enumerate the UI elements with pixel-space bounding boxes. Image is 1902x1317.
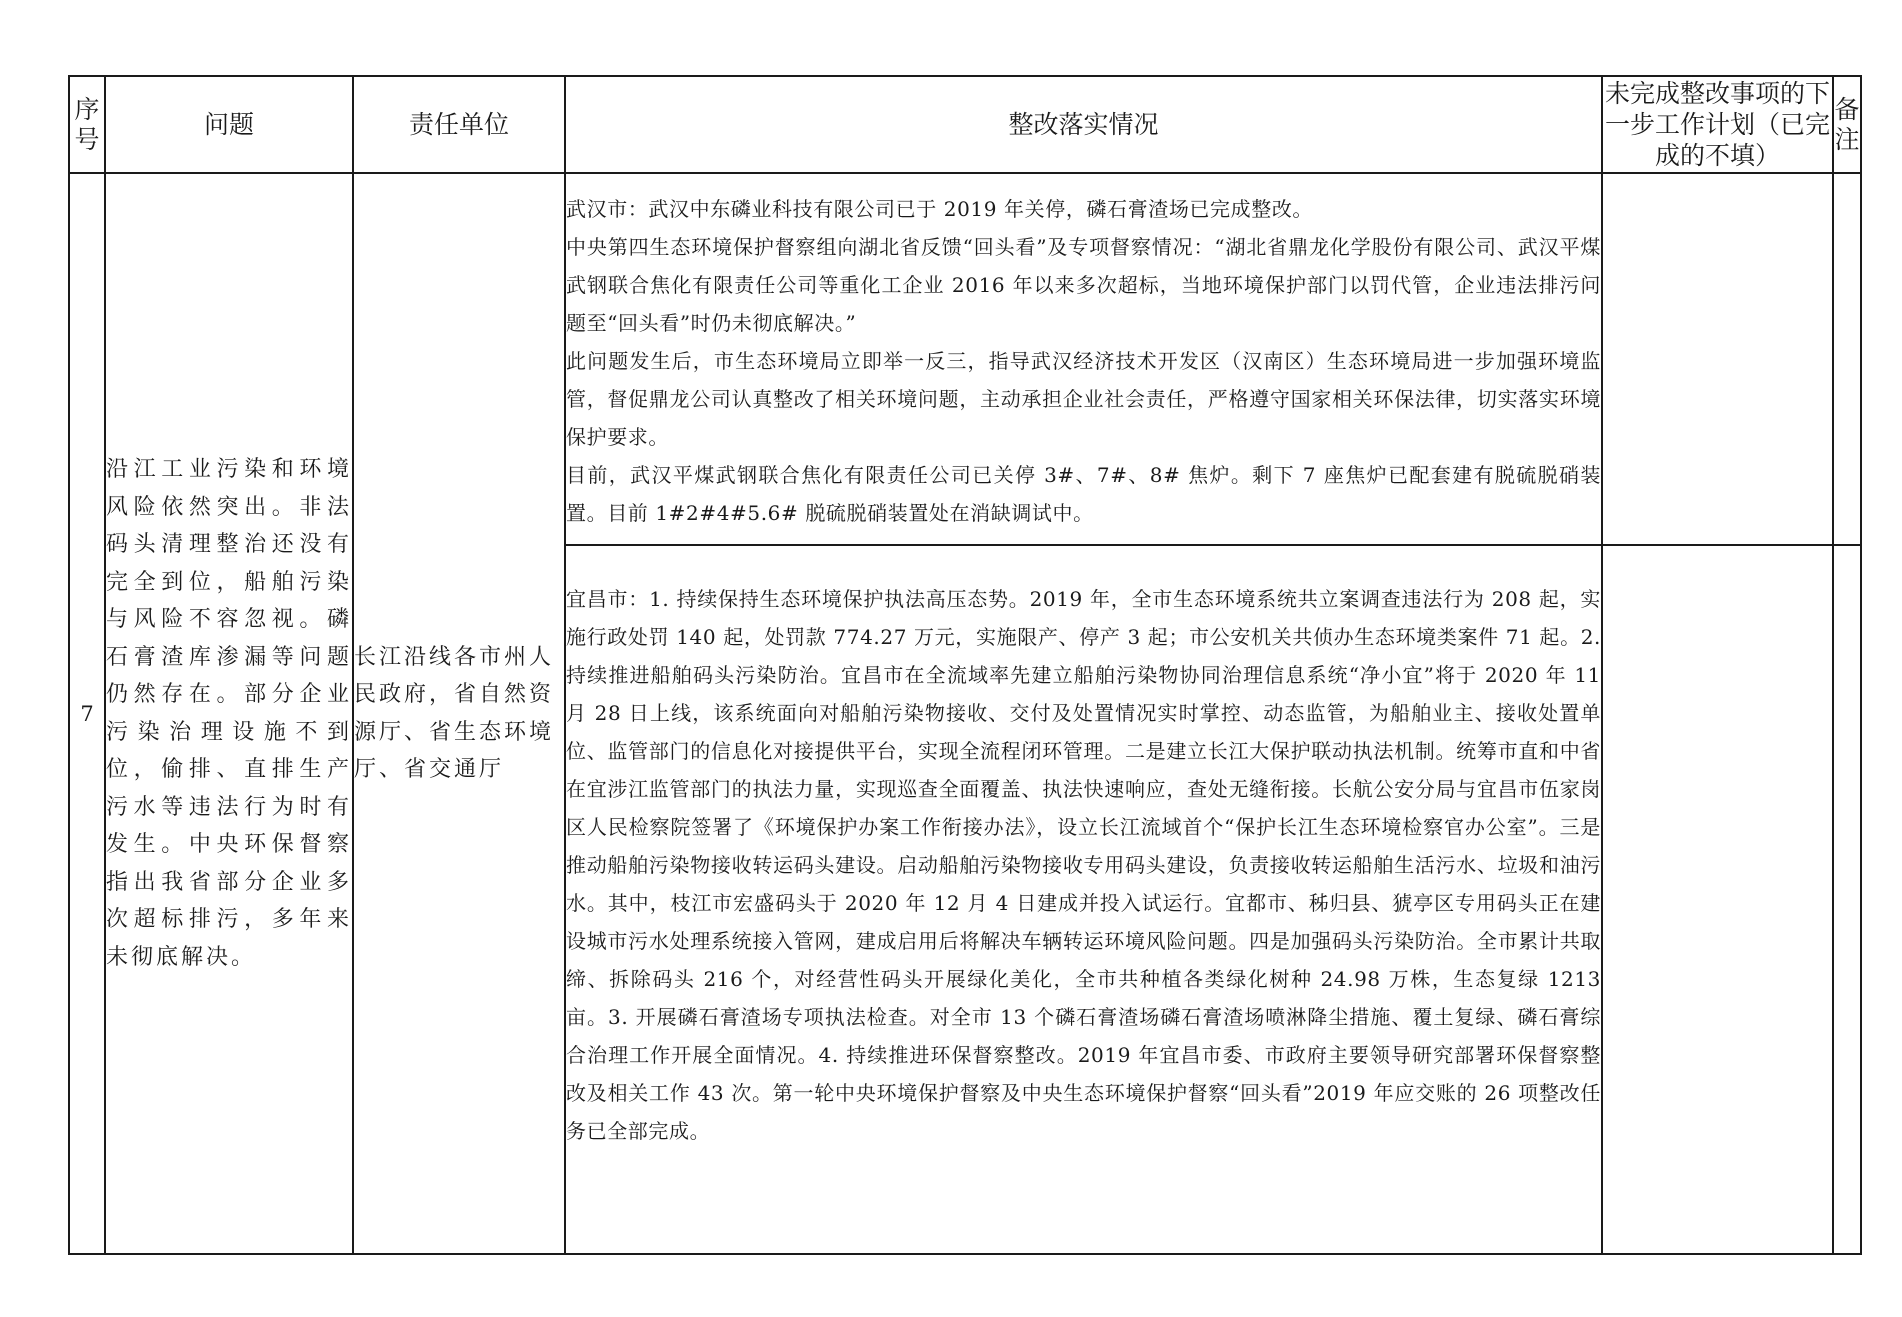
header-status: 整改落实情况 [565,76,1602,173]
plan-wuhan-cell [1602,173,1833,545]
wuhan-paragraph-3: 此问题发生后，市生态环境局立即举一反三，指导武汉经济技术开发区（汉南区）生态环境局进一步加强环境监管，督促鼎龙公司认真整改了相关环境问题，主动承担企业社会责任，严格遵守国家相关环保法律，切实落实环境保护要求。 [566,349,1601,449]
yichang-paragraph: 宜昌市：1. 持续保持生态环境保护执法高压态势。2019 年，全市生态环境系统共立案调查违法行为 208 起，实施行政处罚 140 起，处罚款 774.27 万元，实施限产、停产 3 起；市公安机关共侦办生态环境类案件 71 起。2. 持续推进船舶码头污染防治。宜昌市在全流域率先建立船舶污染物协同治理信息系统“净小宜”将于 2020 年 11 月 28 日上线，该系统面向对船舶污染物接收、交付及处置情况实时掌控、动态监管，为船舶业主、接收处置单位、监管部门的信息化对接提供平台，实现全流程闭环管理。二是建立长江大保护联动执法机制。统筹市直和中省在宜涉江监管部门的执法力量，实现巡查全面覆盖、执法快速响应，查处无缝衔接。长航公安分局与宜昌市伍家岗区人民检察院签署了《环境保护办案工作衔接办法》，设立长江流域首个“保护长江生态环境检察官办公室”。三是推动船舶污染物接收转运码头建设。启动船舶污染物接收专用码头建设，负责接收转运船舶生活污水、垃圾和油污水。其中，枝江市宏盛码头于 2020 年 12 月 4 日建成并投入试运行。宜都市、秭归县、猇亭区专用码头正在建设城市污水处理系统接入管网，建成启用后将解决车辆转运环境风险问题。四是加强码头污染防治。全市累计共取缔、拆除码头 216 个，对经营性码头开展绿化美化，全市共种植各类绿化树种 24.98 万株，生态复绿 1213 亩。3. 开展磷石膏渣场专项执法检查。对全市 13 个磷石膏渣场磷石膏渣场喷淋降尘措施、覆土复绿、磷石膏综合治理工作开展全面情况。4. 持续推进环保督察整改。2019 年宜昌市委、市政府主要领导研究部署环保督察整改及相关工作 43 次。第一轮中央环境保护督察及中央生态环境保护督察“回头看”2019 年应交账的 26 项整改任务已全部完成。 [566,587,1601,1143]
wuhan-paragraph-4: 目前，武汉平煤武钢联合焦化有限责任公司已关停 3#、7#、8# 焦炉。剩下 7 座焦炉已配套建有脱硫脱硝装置。目前 1#2#4#5.6# 脱硫脱硝装置处在消缺调试中。 [566,463,1601,525]
rectification-table [68,75,1862,1255]
wuhan-paragraph-2: 中央第四生态环境保护督察组向湖北省反馈“回头看”及专项督察情况：“湖北省鼎龙化学股份有限公司、武汉平煤武钢联合焦化有限责任公司等重化工企业 2016 年以来多次超标，当地环境保护部门以罚代管，企业违法排污问题至“回头看”时仍未彻底解决。” [566,235,1601,335]
wuhan-paragraph-1: 武汉市：武汉中东磷业科技有限公司已于 2019 年关停，磷石膏渣场已完成整改。 [566,197,1314,221]
header-remark: 备注 [1833,76,1861,173]
row-unit-cell: 长江沿线各市州人民政府，省自然资源厅、省生态环境厅、省交通厅 [353,173,565,1254]
row-issue-cell: 沿江工业污染和环境风险依然突出。非法码头清理整治还没有完全到位，船舶污染与风险不容忽视。磷石膏渣库渗漏等问题仍然存在。部分企业污染治理设施不到位，偷排、直排生产污水等违法行为时有发生。中央环保督察指出我省部分企业多次超标排污，多年来未彻底解决。 [105,173,353,1254]
status-yichang-cell [565,545,1602,1254]
header-plan: 未完成整改事项的下一步工作计划（已完成的不填） [1602,76,1833,173]
header-issue: 问题 [105,76,353,173]
remark-wuhan-cell [1833,173,1861,545]
remark-yichang-cell [1833,545,1861,1254]
header-seq: 序号 [69,76,105,173]
header-unit: 责任单位 [353,76,565,173]
header-row [69,76,1861,173]
plan-yichang-cell [1602,545,1833,1254]
row-seq-cell: 7 [69,173,105,1254]
table-row [69,173,1861,545]
status-wuhan-cell [565,173,1602,545]
